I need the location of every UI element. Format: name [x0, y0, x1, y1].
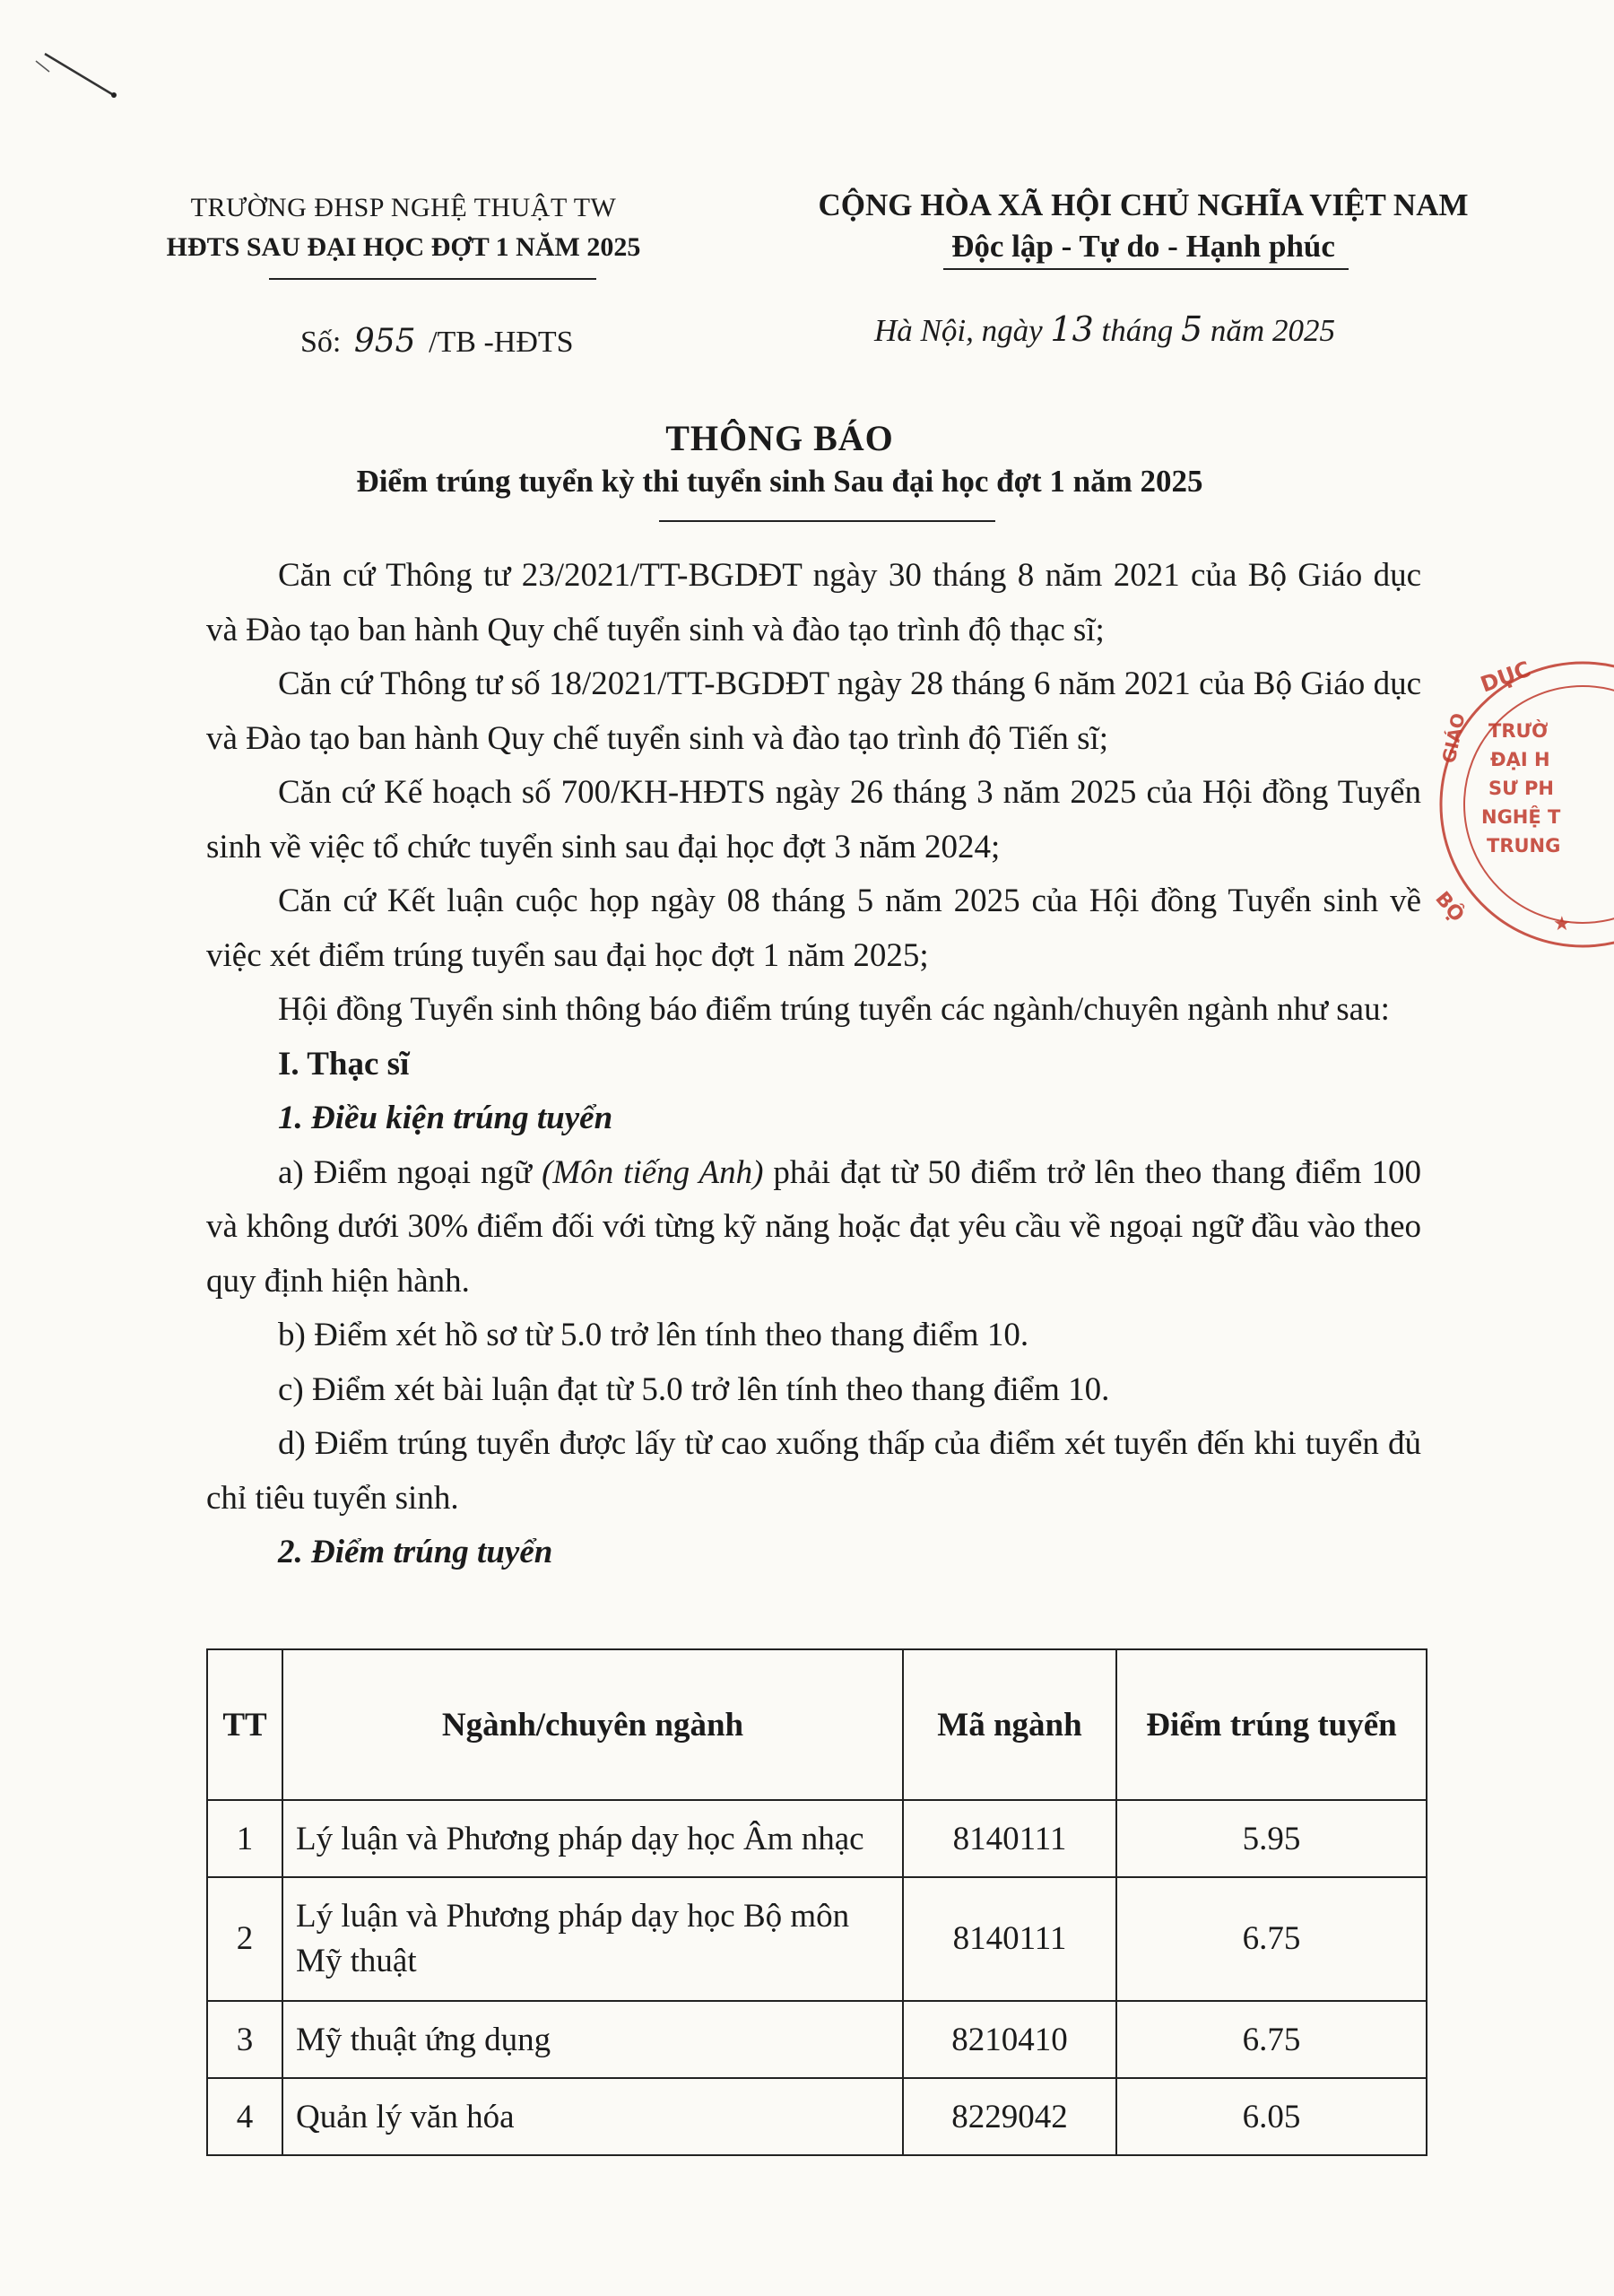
document-number-suffix: /TB -HĐTS	[429, 326, 574, 359]
document-number-prefix: Số:	[300, 326, 342, 359]
cell-score: 6.75	[1116, 1877, 1427, 2001]
subsection-heading-conditions: 1. Điều kiện trúng tuyển	[278, 1100, 613, 1136]
seal-line-4: NGHỆ T	[1481, 806, 1561, 828]
condition-a-subject: (Môn tiếng Anh)	[542, 1153, 764, 1191]
cell-code: 8140111	[903, 1877, 1116, 2001]
issuer-underline	[269, 278, 596, 280]
cell-tt: 1	[207, 1800, 282, 1877]
cell-major: Mỹ thuật ứng dụng	[282, 2001, 903, 2078]
date-day: 13	[1050, 309, 1094, 349]
issuer-header	[143, 188, 664, 267]
document-date	[874, 309, 1335, 349]
subtitle-underline	[659, 520, 995, 522]
table-header-row	[207, 1649, 1427, 1800]
cell-major: Lý luận và Phương pháp dạy học Âm nhạc	[282, 1800, 903, 1877]
cell-code: 8210410	[903, 2001, 1116, 2078]
cell-code: 8140111	[903, 1800, 1116, 1877]
seal-line-3: SƯ PH	[1488, 778, 1554, 799]
document-body	[206, 549, 1421, 1580]
condition-a-start: a) Điểm ngoại ngữ	[278, 1153, 542, 1191]
condition-a-end: phải đạt từ 50 điểm trở lên theo thang điểm 100 và không dưới 30% điểm đối với từng kỹ năng hoặc đạt yêu cầu về ngoại ngữ đầu vào theo quy định hiện hành.	[206, 1153, 1421, 1300]
condition-a	[206, 1146, 1421, 1309]
national-title: CỘNG HÒA XÃ HỘI CHỦ NGHĨA VIỆT NAM	[818, 187, 1469, 222]
seal-line-1: TRƯỜ	[1488, 720, 1549, 742]
subsection-heading-scores: 2. Điểm trúng tuyển	[278, 1534, 553, 1570]
cell-major: Quản lý văn hóa	[282, 2078, 903, 2155]
condition-c: c) Điểm xét bài luận đạt từ 5.0 trở lên tính theo thang điểm 10.	[278, 1370, 1110, 1408]
announcement-intro: Hội đồng Tuyển sinh thông báo điểm trúng tuyển các ngành/chuyên ngành như sau:	[278, 991, 1390, 1028]
date-month-word: tháng	[1101, 313, 1174, 348]
table-row	[207, 2078, 1427, 2155]
seal-line-2: ĐẠI H	[1490, 749, 1550, 770]
table-row	[207, 1800, 1427, 1877]
legal-basis-3: Căn cứ Kế hoạch số 700/KH-HĐTS ngày 26 tháng 3 năm 2025 của Hội đồng Tuyển sinh về việc tổ chức tuyển sinh sau đại học đợt 3 năm 2024;	[206, 774, 1421, 865]
document-number	[300, 323, 574, 360]
seal-line-5: TRUNG	[1487, 835, 1561, 857]
legal-basis-2: Căn cứ Thông tư số 18/2021/TT-BGDĐT ngày 28 tháng 6 năm 2021 của Bộ Giáo dục và Đào tạo ban hành Quy chế tuyển sinh và đào tạo trình độ Tiến sĩ;	[206, 665, 1421, 757]
cell-tt: 3	[207, 2001, 282, 2078]
table-row	[207, 1877, 1427, 2001]
seal-arc-left: GIÁO	[1437, 710, 1470, 766]
condition-b: b) Điểm xét hồ sơ từ 5.0 trở lên tính theo thang điểm 10.	[278, 1317, 1029, 1353]
national-header	[794, 185, 1493, 267]
motto-underline	[943, 268, 1349, 270]
issuer-council: HĐTS SAU ĐẠI HỌC ĐỢT 1 NĂM 2025	[166, 232, 641, 262]
date-month: 5	[1180, 309, 1203, 349]
national-motto: Độc lập - Tự do - Hạnh phúc	[951, 229, 1335, 264]
cell-score: 6.05	[1116, 2078, 1427, 2155]
document-subtitle: Điểm trúng tuyển kỳ thi tuyển sinh Sau đại học đợt 1 năm 2025	[356, 464, 1203, 499]
cell-tt: 2	[207, 1877, 282, 2001]
document-title: THÔNG BÁO	[665, 418, 894, 458]
header-code: Mã ngành	[903, 1649, 1116, 1800]
section-heading-masters: I. Thạc sĩ	[278, 1045, 410, 1083]
cell-score: 6.75	[1116, 2001, 1427, 2078]
date-year: năm 2025	[1210, 313, 1335, 348]
cell-score: 5.95	[1116, 1800, 1427, 1877]
legal-basis-1: Căn cứ Thông tư 23/2021/TT-BGDĐT ngày 30 tháng 8 năm 2021 của Bộ Giáo dục và Đào tạo ban hành Quy chế tuyển sinh và đào tạo trình độ thạc sĩ;	[206, 557, 1421, 648]
admission-score-table	[206, 1648, 1427, 2156]
seal-arc-top: DỤC	[1477, 656, 1534, 698]
header-score: Điểm trúng tuyển	[1116, 1649, 1427, 1800]
cell-major: Lý luận và Phương pháp dạy học Bộ môn Mỹ thuật	[282, 1877, 903, 2001]
issuer-name: TRƯỜNG ĐHSP NGHỆ THUẬT TW	[190, 193, 617, 222]
legal-basis-4: Căn cứ Kết luận cuộc họp ngày 08 tháng 5 năm 2025 của Hội đồng Tuyển sinh về việc xét điểm trúng tuyển sau đại học đợt 1 năm 2025;	[206, 883, 1421, 974]
official-seal-stamp	[1399, 657, 1614, 952]
condition-d: d) Điểm trúng tuyển được lấy từ cao xuống thấp của điểm xét tuyển đến khi tuyển đủ chỉ tiêu tuyển sinh.	[206, 1425, 1421, 1517]
date-prefix: Hà Nội, ngày	[874, 313, 1043, 348]
document-number-value: 955	[353, 323, 416, 360]
seal-star: ★	[1553, 913, 1571, 935]
scan-scratch-mark	[0, 0, 179, 126]
header-tt: TT	[207, 1649, 282, 1800]
cell-code: 8229042	[903, 2078, 1116, 2155]
header-major: Ngành/chuyên ngành	[282, 1649, 903, 1800]
table-row	[207, 2001, 1427, 2078]
cell-tt: 4	[207, 2078, 282, 2155]
seal-arc-bottom: BỘ	[1430, 887, 1469, 927]
